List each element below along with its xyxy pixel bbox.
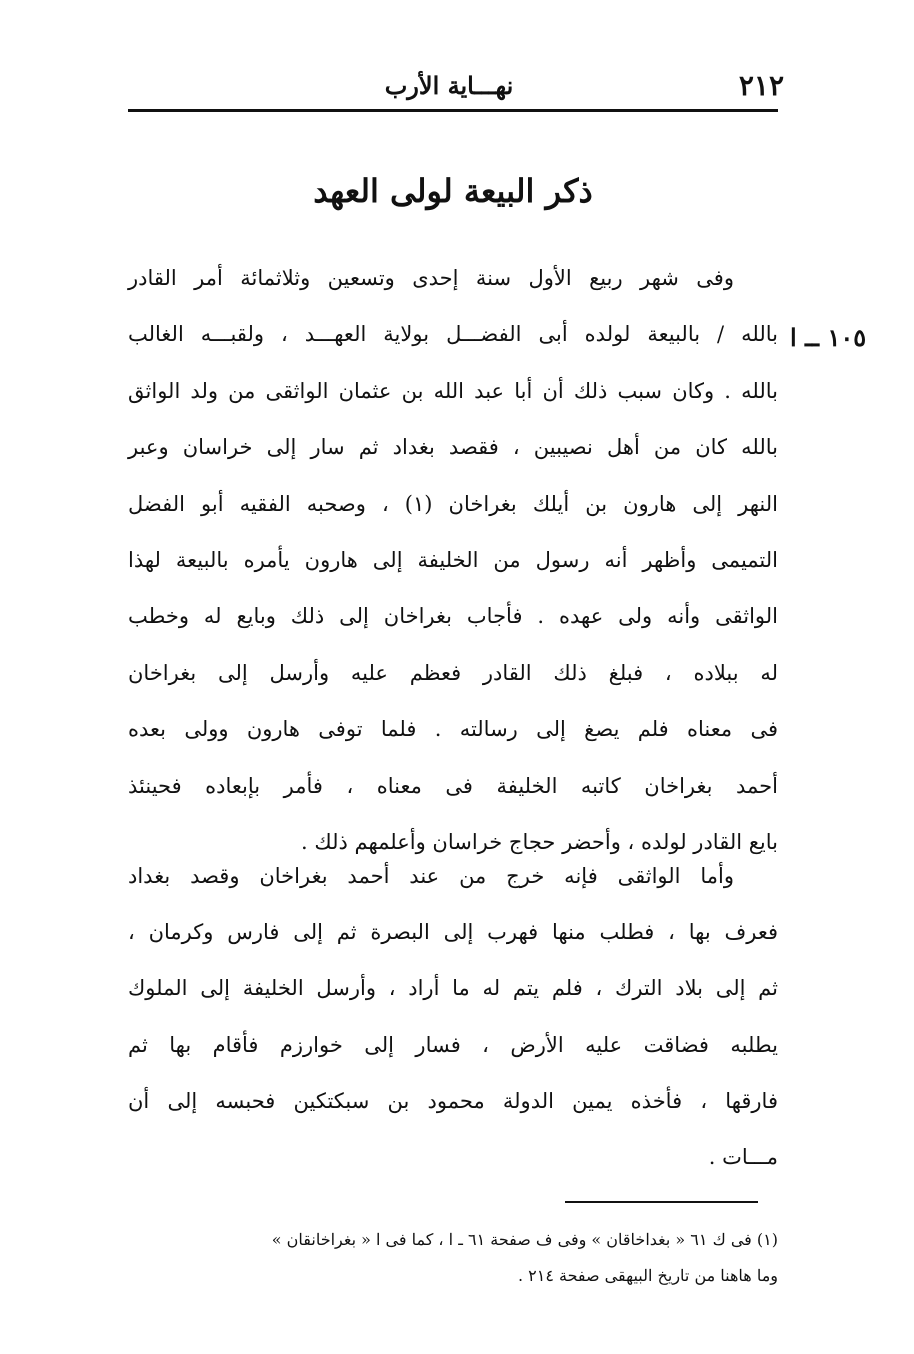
header-rule — [128, 109, 778, 112]
text-line: بايع القادر لولده ، وأحضر حجاج خراسان وأعلمهم ذلك . — [301, 830, 778, 855]
text-line: مـــات . — [708, 1145, 778, 1170]
text-line: النهر إلى هارون بن أيلك بغراخان (١) ، وصحبه الفقيه أبو الفضل — [128, 491, 779, 516]
text-line: يطلبه فضاقت عليه الأرض ، فسار إلى خوارزم فأقام بها ثم — [128, 1032, 778, 1057]
chapter-title: ذكر البيعة لولى العهد — [313, 172, 593, 210]
footnotes — [128, 1222, 778, 1294]
text-line: بالله / بالبيعة لولده أبى الفضـــل بولاية العهـــد ، ولقبـــه الغالب — [128, 322, 778, 347]
text-line: له ببلاده ، فبلغ ذلك القادر فعظم عليه وأرسل إلى بغراخان — [128, 660, 778, 685]
text-line: الواثقى وأنه ولى عهده . فأجاب بغراخان إلى ذلك وبايع له وخطب — [128, 604, 778, 629]
text-line: وأما الواثقى فإنه خرج من عند أحمد بغراخان وقصد بغداد — [128, 864, 734, 888]
text-line: بالله كان من أهل نصيبين ، فقصد بغداد ثم سار إلى خراسان وعبر — [128, 435, 778, 460]
footnote-rule — [565, 1201, 758, 1203]
page-number: ٢١٢ — [738, 69, 784, 102]
footnote-line: (١) فى ك ٦١ « بغداخاقان » وفى ف صفحة ٦١ ـ ا ، كما فى ا « بغراخانقان » — [271, 1230, 778, 1249]
paragraph-1 — [128, 250, 778, 870]
margin-note: ١٠٥ ــ ا — [790, 323, 867, 352]
text-line: فعرف بها ، فطلب منها فهرب إلى البصرة ثم إلى فارس وكرمان ، — [128, 920, 778, 945]
footnote-line: وما هاهنا من تاريخ البيهقى صفحة ٢١٤ . — [517, 1266, 778, 1285]
text-line: التميمى وأظهر أنه رسول من الخليفة إلى هارون يأمره بالبيعة لهذا — [128, 548, 778, 573]
text-line: أحمد بغراخان كاتبه الخليفة فى معناه ، فأمر بإبعاده فحينئذ — [128, 773, 778, 798]
text-line: فارقها ، فأخذه يمين الدولة محمود بن سبكتكين فحبسه إلى أن — [128, 1088, 778, 1113]
running-title: نهـــاية الأرب — [384, 71, 514, 100]
paragraph-2 — [128, 848, 778, 1185]
text-line: فى معناه فلم يصغ إلى رسالته . فلما توفى هارون وولى بعده — [128, 717, 778, 742]
text-line: ثم إلى بلاد الترك ، فلم يتم له ما أراد ، وأرسل الخليفة إلى الملوك — [128, 976, 778, 1001]
text-line: وفى شهر ربيع الأول سنة إحدى وتسعين وثلاثمائة أمر القادر — [128, 266, 734, 290]
text-line: بالله . وكان سبب ذلك أن أبا عبد الله بن عثمان الواثقى من ولد الواثق — [128, 378, 778, 403]
